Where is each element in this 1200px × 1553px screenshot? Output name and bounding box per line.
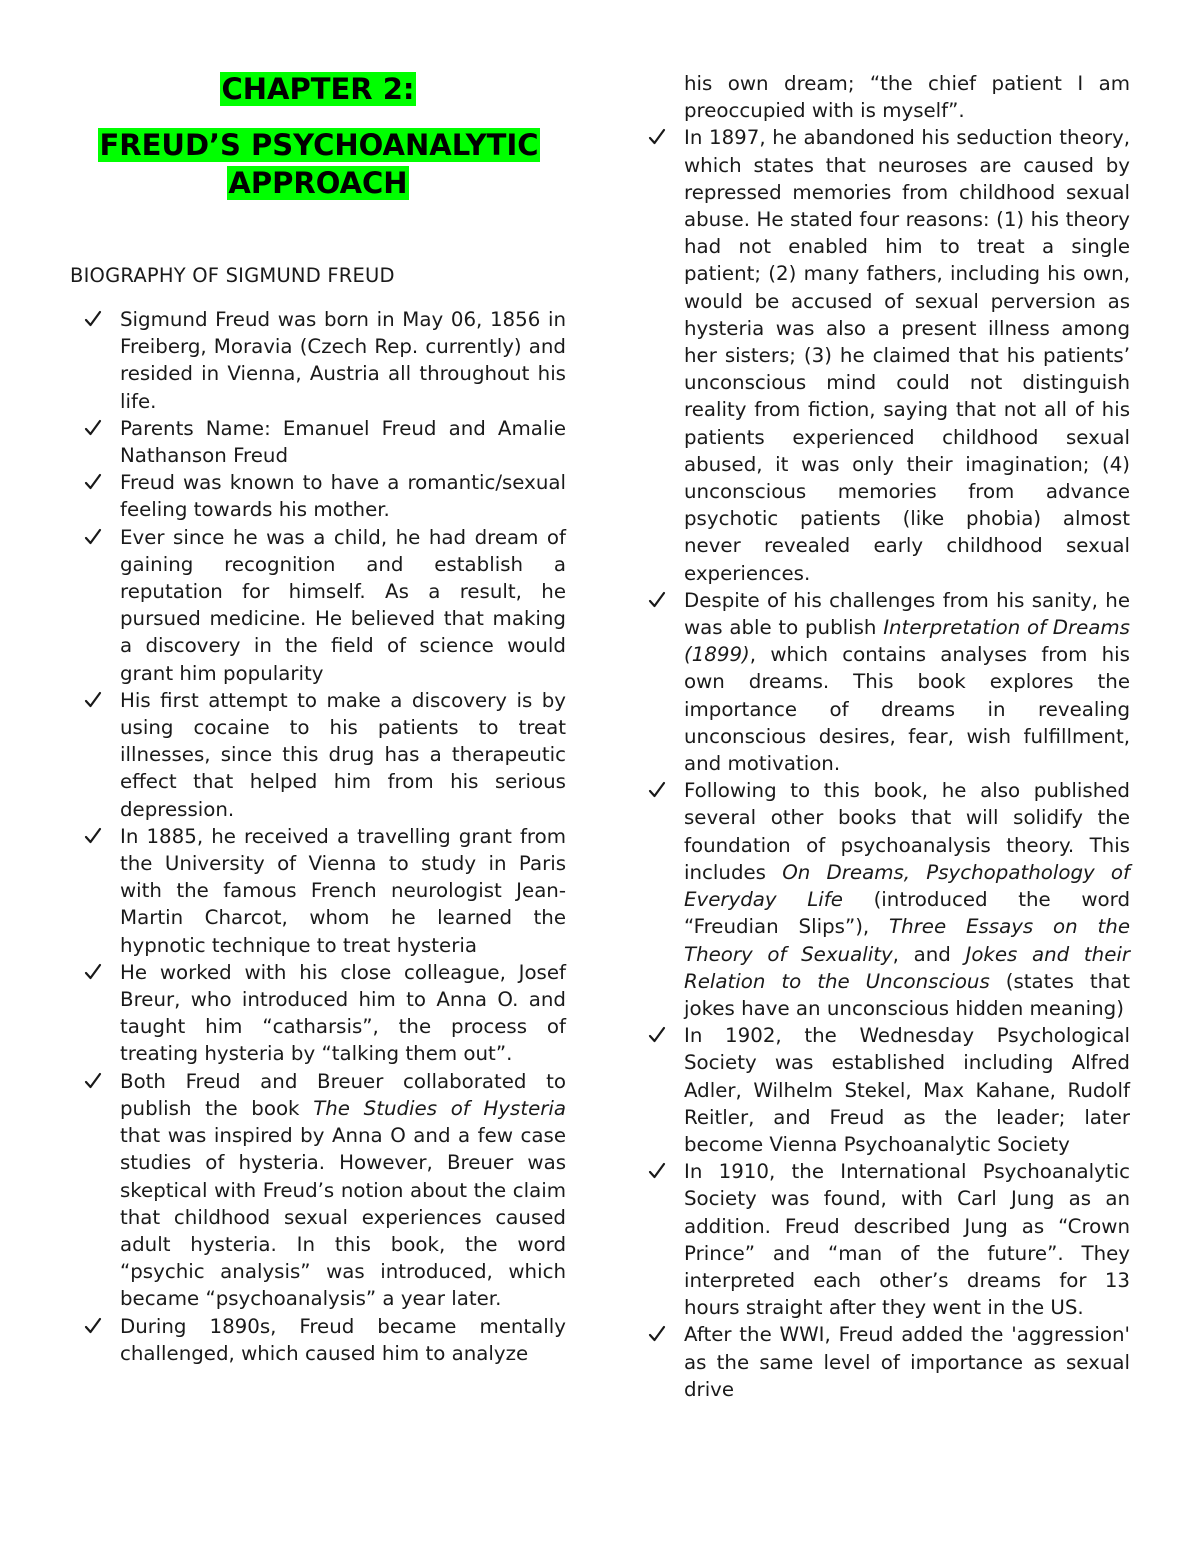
checkmark-icon <box>84 524 104 550</box>
list-item: Freud was known to have a romantic/sexual feeling towards his mother. <box>84 469 566 523</box>
list-item: Sigmund Freud was born in May 06, 1856 in Freiberg, Moravia (Czech Rep. currently) and resided in Vienna, Austria all throughout his life. <box>84 306 566 415</box>
right-bullet-list <box>648 70 1130 1403</box>
checkmark-icon <box>84 959 104 985</box>
book-title: Jokes and their Relation to the Unconscious <box>684 942 1130 993</box>
left-bullet-list <box>84 306 566 1367</box>
chapter-subtitle-line-2: APPROACH <box>228 166 408 200</box>
list-item: Ever since he was a child, he had dream of gaining recognition and establish a reputation for himself. As a result, he pursued medicine. He believed that making a discovery in the field of science would grant him popularity <box>84 524 566 687</box>
list-item: In 1897, he abandoned his seduction theory, which states that neuroses are caused by repressed memories from childhood sexual abuse. He stated four reasons: (1) his theory had not enabled him to treat a single patient; (2) many fathers, including his own, would be accused of sexual perversion as hysteria was also a present illness among her sisters; (3) he claimed that his patients’ unconscious mind could not distinguish reality from fiction, saying that not all of his patients experienced childhood sexual abused, it was only their imagination; (4) unconscious memories from advance psychotic patients (like phobia) almost never revealed early childhood sexual experiences. <box>648 124 1130 586</box>
checkmark-icon <box>648 1022 668 1048</box>
list-item: During 1890s, Freud became mentally challenged, which caused him to analyze <box>84 1313 566 1367</box>
title-line-1-wrap <box>84 72 552 106</box>
checkmark-icon <box>648 1321 668 1347</box>
section-heading: BIOGRAPHY OF SIGMUND FREUD <box>70 264 395 287</box>
chapter-title: CHAPTER 2: <box>221 72 415 106</box>
book-title: On Dreams, Psychopathology of Everyday Life <box>684 860 1131 912</box>
list-item-continued: his own dream; “the chief patient I am preoccupied with is myself”. <box>684 72 1130 123</box>
checkmark-icon <box>84 415 104 441</box>
title-line-2-wrap <box>80 128 558 162</box>
list-item: Parents Name: Emanuel Freud and Amalie Nathanson Freud <box>84 415 566 469</box>
book-title: Three Essays on the Theory of Sexuality <box>684 915 1131 966</box>
checkmark-icon <box>84 1313 104 1339</box>
list-item: In 1902, the Wednesday Psychological Society was established including Alfred Adler, Wilhelm Stekel, Max Kahane, Rudolf Reitler, and Freud as the leader; later become Vienna Psychoanalytic Society <box>648 1022 1130 1158</box>
chapter-subtitle-line-1: FREUD’S PSYCHOANALYTIC <box>99 128 539 162</box>
checkmark-icon <box>84 469 104 495</box>
list-item: He worked with his close colleague, Josef Breur, who introduced him to Anna O. and taught him “catharsis”, the process of treating hysteria by “talking them out”. <box>84 959 566 1068</box>
list-item: In 1910, the International Psychoanalytic Society was found, with Carl Jung as an addition. Freud described Jung as “Crown Prince” and “man of the future”. They interpreted each other’s dreams for 13 hours straight after they went in the US. <box>648 1158 1130 1321</box>
checkmark-icon <box>648 1158 668 1184</box>
list-item: Following to this book, he also published several other books that will solidify the foundation of psychoanalysis theory. This includes On Dreams, Psychopathology of Everyday Life (introduced the word “Freudian Slips”), Three Essays on the Theory of Sexuality, and Jokes and their Relation to the Unconscious (states that jokes have an unconscious hidden meaning) <box>648 777 1130 1022</box>
checkmark-icon <box>648 124 668 150</box>
checkmark-icon <box>84 823 104 849</box>
list-item: Both Freud and Breuer collaborated to publish the book The Studies of Hysteria that was inspired by Anna O and a few case studies of hysteria. However, Breuer was skeptical with Freud’s notion about the claim that childhood sexual experiences caused adult hysteria. In this book, the word “psychic analysis” was introduced, which became “psychoanalysis” a year later. <box>84 1068 566 1313</box>
checkmark-icon <box>648 587 668 613</box>
list-item: After the WWI, Freud added the 'aggression' as the same level of importance as sexual drive <box>648 1321 1130 1403</box>
book-title: Interpretation of Dreams (1899) <box>684 616 1130 667</box>
list-item: In 1885, he received a travelling grant from the University of Vienna to study in Paris with the famous French neurologist Jean-Martin Charcot, whom he learned the hypnotic technique to treat hysteria <box>84 823 566 959</box>
checkmark-icon <box>84 687 104 713</box>
list-item: Despite of his challenges from his sanity, he was able to publish Interpretation of Dreams (1899), which contains analyses from his own dreams. This book explores the importance of dreams in revealing unconscious desires, fear, wish fulfillment, and motivation. <box>648 587 1130 777</box>
checkmark-icon <box>648 777 668 803</box>
checkmark-icon <box>84 306 104 332</box>
book-title: The Studies of Hysteria <box>313 1096 566 1120</box>
checkmark-icon <box>84 1068 104 1094</box>
list-item: His first attempt to make a discovery is by using cocaine to his patients to treat illnesses, since this drug has a therapeutic effect that helped him from his serious depression. <box>84 687 566 823</box>
title-line-3-wrap <box>84 166 552 200</box>
